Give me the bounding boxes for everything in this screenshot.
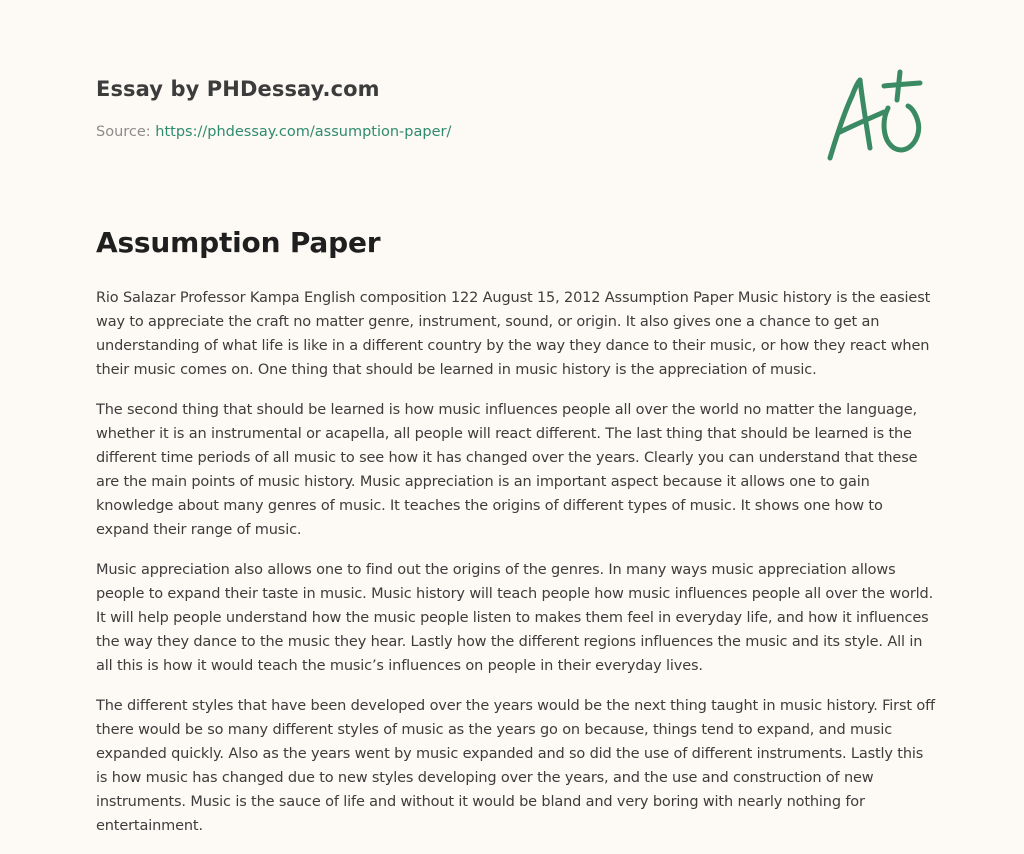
essay-paragraph: The different styles that have been developed over the years would be the next thing taught in music history. First off there would be so many different styles of music as the years go on because, things tend to expand, and music expanded quickly. Also as the years went by music expanded and so did the use of different instruments. Lastly this is how music has changed due to new styles developing over the years, and the use and construction of new instruments. Music is the sauce of life and without it would be bland and very boring with nearly nothing for entertainment. xyxy=(96,698,936,834)
essay-title: Assumption Paper xyxy=(96,226,381,259)
essay-paragraph: Rio Salazar Professor Kampa English composition 122 August 15, 2012 Assumption Paper Music history is the easiest way to appreciate the craft no matter genre, instrument, sound, or origin. It also gives one a chance to get an understanding of what life is like in a different country by the way they dance to their music, or how they react when their music comes on. One thing that should be learned in music history is the appreciation of music. xyxy=(96,290,931,378)
source-line xyxy=(96,124,451,140)
essay-paragraph: The second thing that should be learned is how music influences people all over the world no matter the language, whether it is an instrumental or acapella, all people will react different. The last thing that should be learned is the different time periods of all music to see how it has changed over the years. Clearly you can understand that these are the main points of music history. Music appreciation is an important aspect because it allows one to gain knowledge about many genres of music. It teaches the origins of different types of music. It shows one how to expand their range of music. xyxy=(96,402,918,538)
site-brand: Essay by PHDessay.com xyxy=(96,77,380,101)
essay-paragraph: Music appreciation also allows one to find out the origins of the genres. In many ways music appreciation allows people to expand their taste in music. Music history will teach people how music influences people all over the world. It will help people understand how the music people listen to makes them feel in everyday life, and how it influences the way they dance to the music they hear. Lastly how the different regions influences the music and its style. All in all this is how it would teach the music’s influences on people in their everyday lives. xyxy=(96,562,934,674)
source-label: Source: xyxy=(96,124,151,140)
essay-body xyxy=(96,286,936,854)
source-link[interactable]: https://phdessay.com/assumption-paper/ xyxy=(155,124,452,140)
a-plus-logo-icon xyxy=(822,68,926,164)
